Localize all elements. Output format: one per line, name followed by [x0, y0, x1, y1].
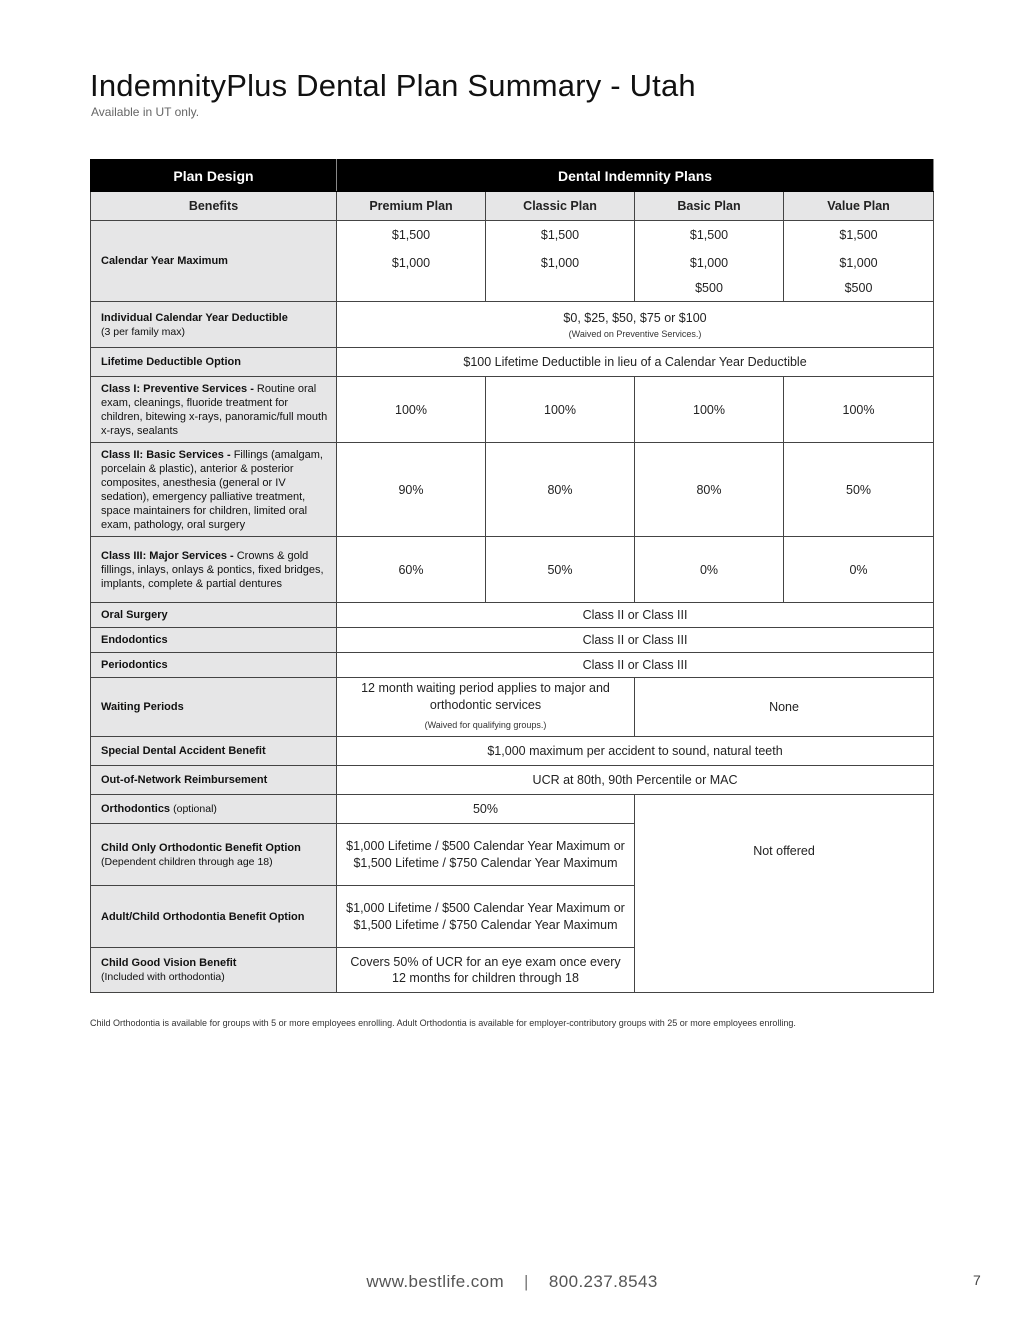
value-class3-cell: 0%	[784, 537, 934, 603]
premium-cym-cell: $1,500 $1,000	[337, 221, 486, 302]
classic-plan-header: Classic Plan	[486, 192, 635, 221]
row-label: Endodontics	[91, 628, 337, 653]
premium-class1-cell: 100%	[337, 377, 486, 443]
value-class2-cell: 50%	[784, 443, 934, 537]
footnote: Child Orthodontia is available for groups with 5 or more employees enrolling. Adult Orthodontia is available for employer-contributory groups with 25 or more employees enrolling.	[90, 1018, 796, 1028]
premium-class3-cell: 60%	[337, 537, 486, 603]
row-label: Child Good Vision Benefit (Included with orthodontia)	[91, 948, 337, 993]
plan-summary-table	[90, 159, 934, 993]
dental-plans-header: Dental Indemnity Plans	[337, 160, 934, 192]
table-row	[91, 377, 934, 443]
table-row	[91, 348, 934, 377]
premium-plan-header: Premium Plan	[337, 192, 486, 221]
table-row	[91, 221, 934, 302]
table-row	[91, 537, 934, 603]
row-label: Calendar Year Maximum	[91, 221, 337, 302]
row-label: Individual Calendar Year Deductible (3 per family max)	[91, 302, 337, 348]
basic-class3-cell: 0%	[635, 537, 784, 603]
row-label: Lifetime Deductible Option	[91, 348, 337, 377]
classic-class1-cell: 100%	[486, 377, 635, 443]
value-class1-cell: 100%	[784, 377, 934, 443]
basic-plan-header: Basic Plan	[635, 192, 784, 221]
table-row	[91, 628, 934, 653]
plan-design-header: Plan Design	[91, 160, 337, 192]
premium-class2-cell: 90%	[337, 443, 486, 537]
table-row	[91, 443, 934, 537]
child-ortho-cell: $1,000 Lifetime / $500 Calendar Year Maximum or $1,500 Lifetime / $750 Calendar Year Maximum	[337, 824, 635, 886]
table-subheader-row	[91, 192, 934, 221]
row-label: Waiting Periods	[91, 678, 337, 737]
table-row	[91, 795, 934, 824]
basic-cym-cell: $1,500 $1,000 $500	[635, 221, 784, 302]
waiting-period-cell: 12 month waiting period applies to major and orthodontic services (Waived for qualifying groups.)	[337, 678, 635, 737]
row-label: Child Only Orthodontic Benefit Option (Dependent children through age 18)	[91, 824, 337, 886]
row-label: Class III: Major Services - Crowns & gold fillings, inlays, onlays & pontics, fixed bridges, implants, complete & partial dentures	[91, 537, 337, 603]
table-row	[91, 653, 934, 678]
table-row	[91, 737, 934, 766]
row-label: Orthodontics (optional)	[91, 795, 337, 824]
table-row	[91, 678, 934, 737]
periodontics-cell: Class II or Class III	[337, 653, 934, 678]
footer-separator: |	[524, 1272, 529, 1291]
row-label: Adult/Child Orthodontia Benefit Option	[91, 886, 337, 948]
accident-cell: $1,000 maximum per accident to sound, natural teeth	[337, 737, 934, 766]
row-label: Oral Surgery	[91, 603, 337, 628]
ortho-cell: 50%	[337, 795, 635, 824]
row-label: Class I: Preventive Services - Routine oral exam, cleanings, fluoride treatment for children, bitewing x-rays, panoramic/full mouth x-rays, sealants	[91, 377, 337, 443]
row-label: Out-of-Network Reimbursement	[91, 766, 337, 795]
phone-number: 800.237.8543	[548, 1272, 658, 1291]
basic-class2-cell: 80%	[635, 443, 784, 537]
table-header-row	[91, 160, 934, 192]
classic-class3-cell: 50%	[486, 537, 635, 603]
waiting-none-cell: None	[635, 678, 934, 737]
value-plan-header: Value Plan	[784, 192, 934, 221]
website-link[interactable]: www.bestlife.com	[366, 1272, 505, 1291]
basic-class1-cell: 100%	[635, 377, 784, 443]
deductible-cell: $0, $25, $50, $75 or $100 (Waived on Preventive Services.)	[337, 302, 934, 348]
endodontics-cell: Class II or Class III	[337, 628, 934, 653]
page-number: 7	[973, 1272, 981, 1288]
oon-cell: UCR at 80th, 90th Percentile or MAC	[337, 766, 934, 795]
value-cym-cell: $1,500 $1,000 $500	[784, 221, 934, 302]
adult-ortho-cell: $1,000 Lifetime / $500 Calendar Year Maximum or $1,500 Lifetime / $750 Calendar Year Maximum	[337, 886, 635, 948]
footer	[0, 1272, 1024, 1292]
row-label: Special Dental Accident Benefit	[91, 737, 337, 766]
table-row	[91, 766, 934, 795]
classic-cym-cell: $1,500 $1,000	[486, 221, 635, 302]
page-subtitle: Available in UT only.	[91, 105, 200, 119]
page-title: IndemnityPlus Dental Plan Summary - Utah	[90, 68, 696, 103]
benefits-header: Benefits	[91, 192, 337, 221]
row-label: Class II: Basic Services - Fillings (amalgam, porcelain & plastic), anterior & posterior composites, anesthesia (general or IV sedation), emergency palliative treatment, space maintainers for children, limited oral exam, pathology, oral surgery	[91, 443, 337, 537]
table-row	[91, 302, 934, 348]
row-label: Periodontics	[91, 653, 337, 678]
classic-class2-cell: 80%	[486, 443, 635, 537]
vision-cell: Covers 50% of UCR for an eye exam once every 12 months for children through 18	[337, 948, 635, 993]
not-offered-cell: Not offered	[635, 795, 934, 993]
oral-surgery-cell: Class II or Class III	[337, 603, 934, 628]
lifetime-cell: $100 Lifetime Deductible in lieu of a Calendar Year Deductible	[337, 348, 934, 377]
table-row	[91, 603, 934, 628]
